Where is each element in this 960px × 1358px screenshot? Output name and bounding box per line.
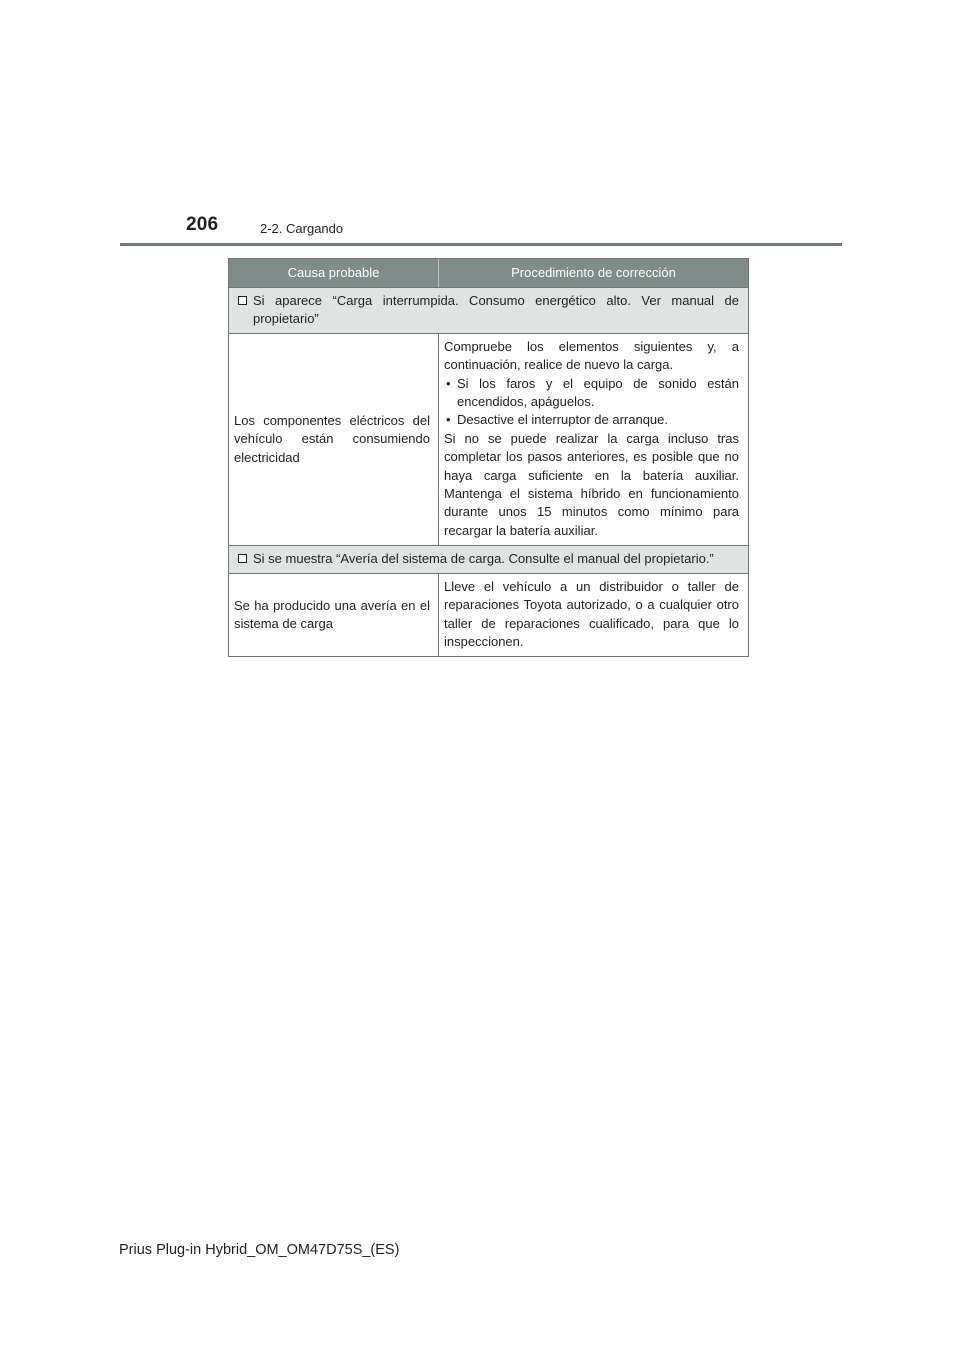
group-title: Si aparece “Carga interrumpida. Consumo energético alto. Ver manual de propietario”: [253, 293, 739, 327]
group-title: Si se muestra “Avería del sistema de carga. Consulte el manual del propietario.”: [253, 551, 714, 567]
bullet-icon: •: [446, 375, 451, 391]
procedure-cell: [439, 574, 748, 657]
bullet-text: Si los faros y el equipo de sonido están encendidos, apáguelos.: [457, 375, 739, 410]
document-footer: Prius Plug-in Hybrid_OM_OM47D75S_(ES): [119, 1242, 400, 1258]
cause-text: Se ha producido una avería en el sistema de carga: [234, 597, 430, 631]
procedure-text: Lleve el vehículo a un distribuidor o taller de reparaciones Toyota autorizado, o a cualquier otro taller de reparaciones cualificado, para que lo inspeccionen.: [444, 578, 739, 649]
page-number: 206: [186, 214, 219, 235]
table-row: [229, 573, 748, 657]
cause-cell: [229, 574, 439, 657]
column-header-cause: Causa probable: [229, 259, 439, 287]
bullet-icon: •: [446, 412, 451, 428]
table-row: [229, 333, 748, 545]
checkbox-icon: [238, 554, 247, 563]
header-divider: [120, 243, 842, 246]
cause-cell: [229, 334, 439, 545]
procedure-cell: [439, 334, 748, 545]
table-header: [229, 259, 748, 287]
group-header-charging-system-fault: [229, 545, 748, 572]
troubleshooting-table: [228, 258, 749, 657]
bullet-text: Desactive el interruptor de arranque.: [457, 412, 669, 428]
procedure-outro: Si no se puede realizar la carga incluso tras completar los pasos anteriores, es posible que no haya carga suficiente en la batería auxiliar. Mantenga el sistema híbrido en funcionamiento durante unos 15 minutos como mínimo para recargar la batería auxiliar.: [444, 430, 739, 538]
column-header-procedure: Procedimiento de corrección: [511, 264, 676, 280]
bullet-item: [444, 411, 739, 429]
group-header-charge-interrupted: [229, 287, 748, 333]
cause-text: Los componentes eléctricos del vehículo están consumiendo electricidad: [234, 412, 430, 465]
checkbox-icon: [238, 296, 247, 305]
bullet-item: [444, 375, 739, 412]
procedure-intro: Compruebe los elementos siguientes y, a continuación, realice de nuevo la carga.: [444, 338, 739, 373]
section-title: 2-2. Cargando: [260, 221, 344, 236]
